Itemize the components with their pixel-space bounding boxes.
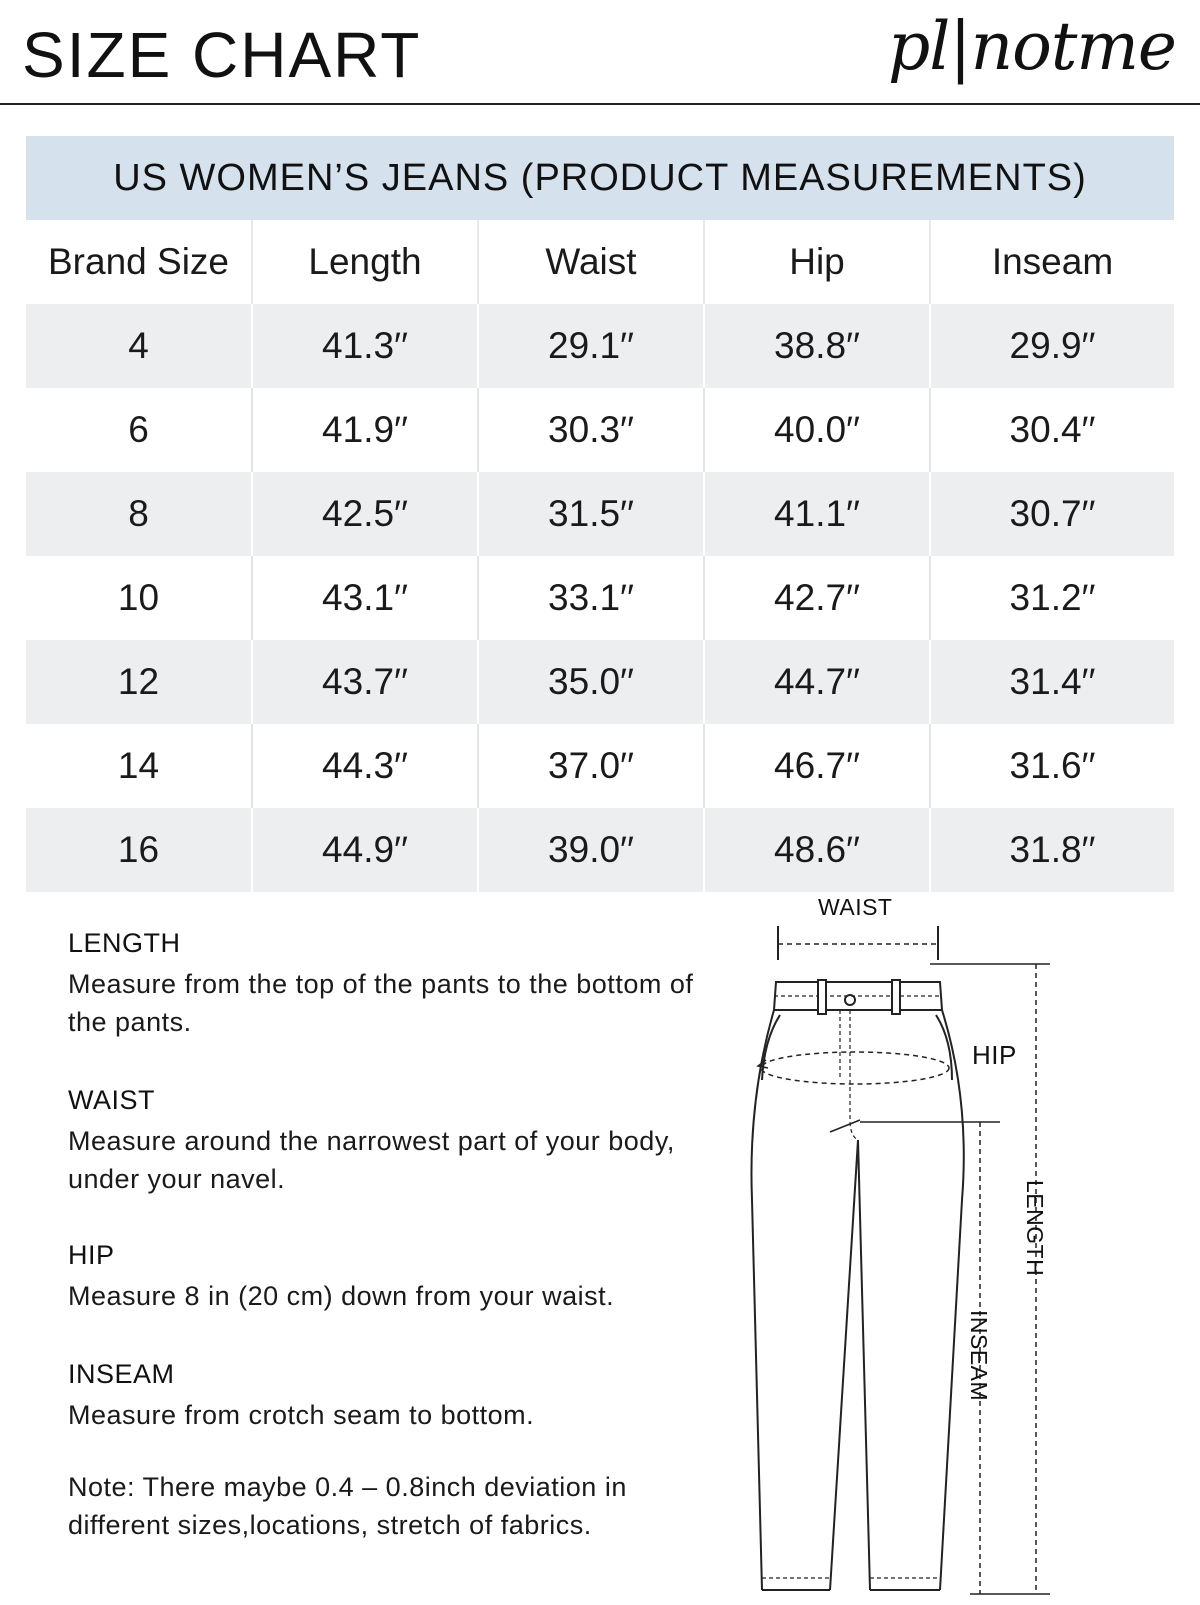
table-row: [26, 640, 1174, 724]
waist-label: WAIST: [818, 894, 893, 920]
table-cell: 31.8′′: [930, 808, 1174, 892]
table-cell: 29.1′′: [478, 304, 704, 388]
inseam-label: INSEAM: [966, 1310, 992, 1402]
hip-text: Measure 8 in (20 cm) down from your waist.: [68, 1281, 615, 1311]
brand-logo: pl|notme: [887, 8, 1176, 85]
table-row: [26, 724, 1174, 808]
size-table: [26, 220, 1174, 892]
table-cell: 44.9′′: [252, 808, 478, 892]
table-row: [26, 556, 1174, 640]
column-header: Inseam: [930, 220, 1174, 304]
table-cell: 43.7′′: [252, 640, 478, 724]
length-text: Measure from the top of the pants to the bottom of the pants.: [68, 969, 694, 1037]
size-table-section: [26, 136, 1174, 892]
table-cell: 12: [26, 640, 252, 724]
table-cell: 41.9′′: [252, 388, 478, 472]
table-cell: 41.3′′: [252, 304, 478, 388]
table-cell: 35.0′′: [478, 640, 704, 724]
column-header: Brand Size: [26, 220, 252, 304]
table-cell: 41.1′′: [704, 472, 930, 556]
table-cell: 44.7′′: [704, 640, 930, 724]
table-cell: 42.5′′: [252, 472, 478, 556]
table-cell: 39.0′′: [478, 808, 704, 892]
column-header: Hip: [704, 220, 930, 304]
table-header-row: [26, 220, 1174, 304]
table-cell: 33.1′′: [478, 556, 704, 640]
page-title: SIZE CHART: [22, 19, 422, 91]
header-divider: [0, 103, 1200, 105]
deviation-note: Note: There maybe 0.4 – 0.8inch deviation in different sizes,locations, stretch of fabrics.: [68, 1472, 627, 1540]
table-row: [26, 808, 1174, 892]
table-cell: 10: [26, 556, 252, 640]
table-cell: 31.6′′: [930, 724, 1174, 808]
table-cell: 8: [26, 472, 252, 556]
table-cell: 37.0′′: [478, 724, 704, 808]
table-cell: 6: [26, 388, 252, 472]
table-cell: 29.9′′: [930, 304, 1174, 388]
column-header: Waist: [478, 220, 704, 304]
table-cell: 44.3′′: [252, 724, 478, 808]
table-row: [26, 388, 1174, 472]
pants-diagram: [740, 894, 1080, 1600]
length-heading: LENGTH: [68, 928, 181, 958]
inseam-text: Measure from crotch seam to bottom.: [68, 1400, 535, 1430]
waist-text: Measure around the narrowest part of your body, under your navel.: [68, 1126, 675, 1194]
inseam-description: [68, 1359, 708, 1434]
table-cell: 30.4′′: [930, 388, 1174, 472]
table-cell: 16: [26, 808, 252, 892]
waist-description: [68, 1085, 708, 1198]
table-title: US WOMEN’S JEANS (PRODUCT MEASUREMENTS): [26, 136, 1174, 220]
table-cell: 4: [26, 304, 252, 388]
table-cell: 38.8′′: [704, 304, 930, 388]
hip-label: HIP: [972, 1040, 1017, 1070]
hip-description: [68, 1240, 708, 1315]
inseam-heading: INSEAM: [68, 1359, 175, 1389]
table-cell: 43.1′′: [252, 556, 478, 640]
table-cell: 48.6′′: [704, 808, 930, 892]
table-cell: 31.4′′: [930, 640, 1174, 724]
table-cell: 42.7′′: [704, 556, 930, 640]
table-row: [26, 304, 1174, 388]
table-cell: 31.2′′: [930, 556, 1174, 640]
table-cell: 30.3′′: [478, 388, 704, 472]
waist-heading: WAIST: [68, 1085, 155, 1115]
table-cell: 31.5′′: [478, 472, 704, 556]
length-description: [68, 928, 708, 1041]
hip-heading: HIP: [68, 1240, 115, 1270]
column-header: Length: [252, 220, 478, 304]
table-cell: 14: [26, 724, 252, 808]
table-row: [26, 472, 1174, 556]
table-cell: 30.7′′: [930, 472, 1174, 556]
length-label: LENGTH: [1022, 1180, 1048, 1277]
table-cell: 46.7′′: [704, 724, 930, 808]
table-cell: 40.0′′: [704, 388, 930, 472]
